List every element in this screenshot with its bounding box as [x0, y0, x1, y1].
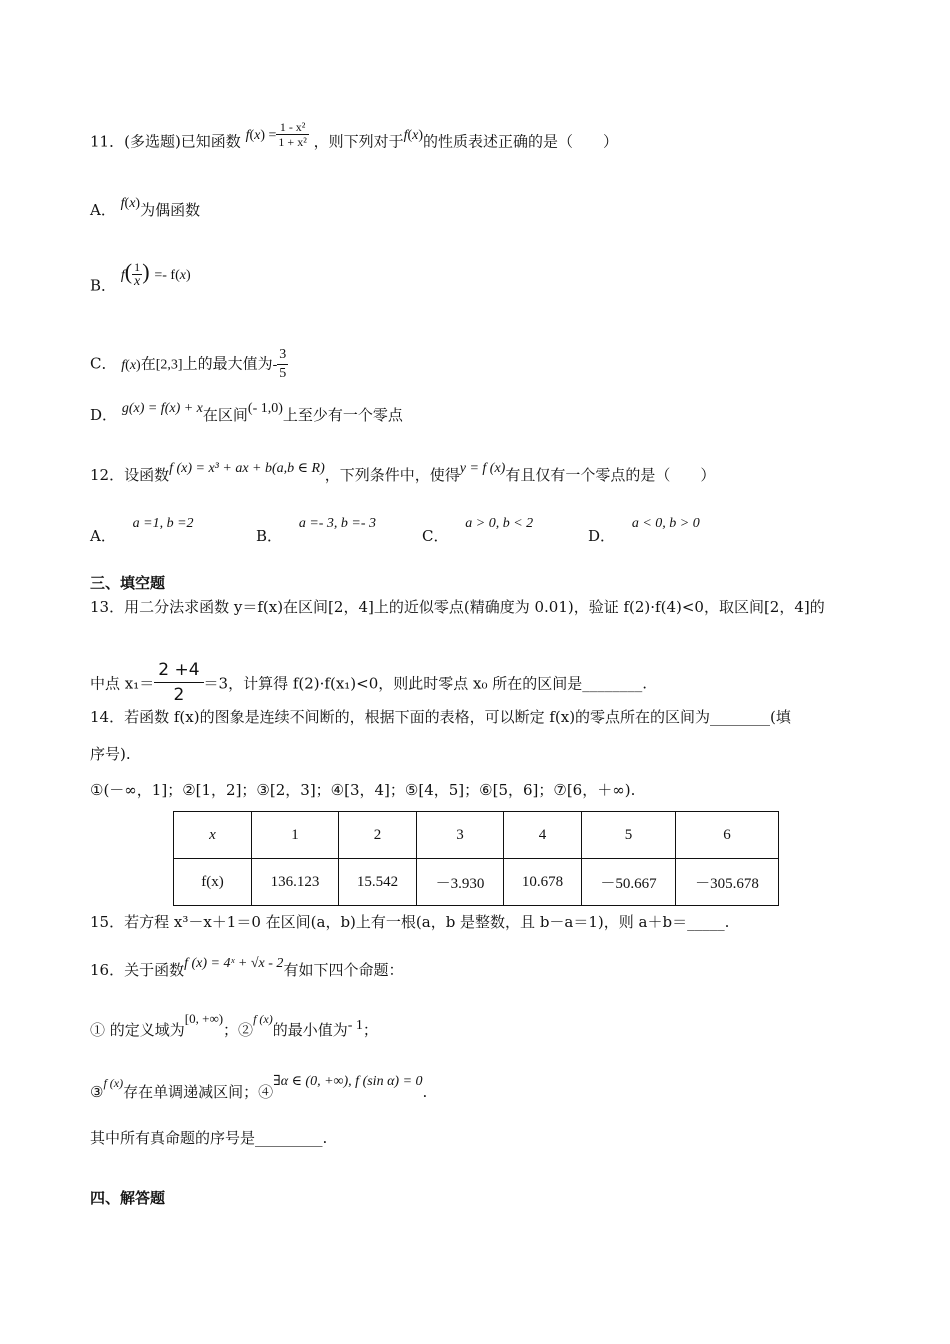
q11-stem-prefix: 11．(多选题)已知函数: [90, 132, 241, 151]
table-cell: －50.667: [582, 859, 676, 906]
q16-conclusion: 其中所有真命题的序号是_________.: [90, 1129, 328, 1147]
q12-option-a: A． a =1, b =2: [90, 516, 194, 545]
q16-stem: 16．关于函数f (x) = 4ˣ + √x - 2有如下四个命题：: [90, 956, 404, 979]
q14-line1: 14．若函数 f(x)的图象是连续不间断的，根据下面的表格，可以断定 f(x)的零点所在的区间为________(填: [90, 708, 791, 726]
q11-stem-middle: ，则下列对于: [313, 132, 404, 151]
q12-function: f (x) = x³ + ax + b(a,b ∈ R): [169, 461, 325, 476]
table-row: [174, 812, 779, 859]
q16-min-value: - 1: [347, 1018, 363, 1033]
table-cell: 15.542: [339, 859, 417, 906]
table-cell: x: [174, 812, 252, 859]
q13-midpoint-fraction: $\frac{2 +4}{2}$: [154, 658, 203, 707]
q11-option-a: A． f(x)为偶函数: [90, 196, 201, 219]
option-b-expression: =- f: [154, 267, 176, 283]
q16-propositions-1-2: ① 的定义域为[0, +∞)；②$^{f (x)}$的最小值为- 1；: [90, 1011, 378, 1039]
q11-option-c: C． f(x)在[2,3]上的最大值为- $\frac{3}{5}$: [90, 347, 287, 381]
table-cell: 10.678: [504, 859, 582, 906]
q11-fraction-numerator: 1 - x²: [276, 120, 308, 135]
option-d-interval: (- 1,0): [247, 401, 283, 416]
q11-stem-suffix: 的性质表述正确的是（ ）: [423, 132, 619, 151]
q11-option-b: B． f( $\frac{1}{x}$ ) =- f(x): [90, 258, 191, 295]
table-cell: 4: [504, 812, 582, 859]
table-cell: 2: [339, 812, 417, 859]
q13-line1: 13．用二分法求函数 y＝f(x)在区间[2，4]上的近似零点(精确度为 0.01)，验证 f(2)·f(4)<0，取区间[2，4]的: [90, 598, 825, 616]
option-label: C．: [90, 354, 117, 373]
table-cell: 136.123: [252, 859, 339, 906]
table-cell: －3.930: [417, 859, 504, 906]
section-heading-solutions: 四、解答题: [90, 1189, 166, 1207]
table-cell: 6: [676, 812, 779, 859]
table-cell: 3: [417, 812, 504, 859]
q13-line2: 中点 x₁＝ $\frac{2 +4}{2}$ ＝3，计算得 f(2)·f(x₁)<0，则此时零点 x₀ 所在的区间是________.: [90, 660, 648, 705]
option-text: 为偶函数: [140, 201, 201, 219]
q16-propositions-3-4: ③$^{f (x)}$存在单调递减区间；④∃α ∈ (0, +∞), f (sin α) = 0.: [90, 1074, 428, 1101]
q16-proposition-4-expression: ∃α ∈ (0, +∞), f (sin α) = 0: [273, 1074, 423, 1089]
q14-value-table: [173, 811, 779, 906]
option-d-expression: g(x) = f(x) + x: [121, 401, 203, 416]
table-row: [174, 859, 779, 906]
q11-function-def: f(x) = $\frac{\text{1 - x²}}{\text{1 + x²}}$: [245, 120, 307, 149]
q11-option-d: D． g(x) = f(x) + x在区间(- 1,0)上至少有一个零点: [90, 401, 403, 424]
q14-line2: 序号).: [90, 745, 131, 763]
q12-y-equals: y = f (x): [459, 461, 506, 476]
option-label: A．: [90, 201, 116, 219]
q12-option-c: C． a > 0, b < 2: [422, 516, 534, 545]
q15-text: 15．若方程 x³－x＋1＝0 在区间(a，b)上有一根(a，b 是整数，且 b－a＝1)，则 a＋b＝_____.: [90, 913, 730, 931]
table-cell: 1: [252, 812, 339, 859]
q11-fraction: [276, 120, 308, 149]
q11-stem: 11．(多选题)已知函数 f(x) = $\frac{\text{1 - x²}}{\text{1 + x²}}$ ，则下列对于f(x)的性质表述正确的是（ ）: [90, 120, 619, 151]
q16-function: f (x) = 4ˣ + √x - 2: [184, 956, 284, 971]
section-heading-fill-in: 三、填空题: [90, 574, 166, 592]
option-c-interval: 2,3: [160, 357, 178, 373]
q11-fraction-denominator: 1 + x²: [278, 135, 307, 149]
table-cell: －305.678: [676, 859, 779, 906]
table-cell: f(x): [174, 859, 252, 906]
option-label: D．: [90, 406, 118, 424]
option-label: B．: [90, 276, 117, 295]
q12-option-d: D． a < 0, b > 0: [588, 516, 700, 545]
q12-option-b: B． a =- 3, b =- 3: [256, 516, 377, 545]
table-cell: 5: [582, 812, 676, 859]
q12-stem: 12．设函数f (x) = x³ + ax + b(a,b ∈ R)，下列条件中，使得y = f (x)有且仅有一个零点的是（ ）: [90, 461, 716, 484]
q16-domain: [0, +∞): [184, 1011, 224, 1026]
q14-interval-choices: ①(－∞，1]；②[1，2]；③[2，3]；④[3，4]；⑤[4，5]；⑥[5，6]；⑦[6，＋∞).: [90, 781, 636, 799]
